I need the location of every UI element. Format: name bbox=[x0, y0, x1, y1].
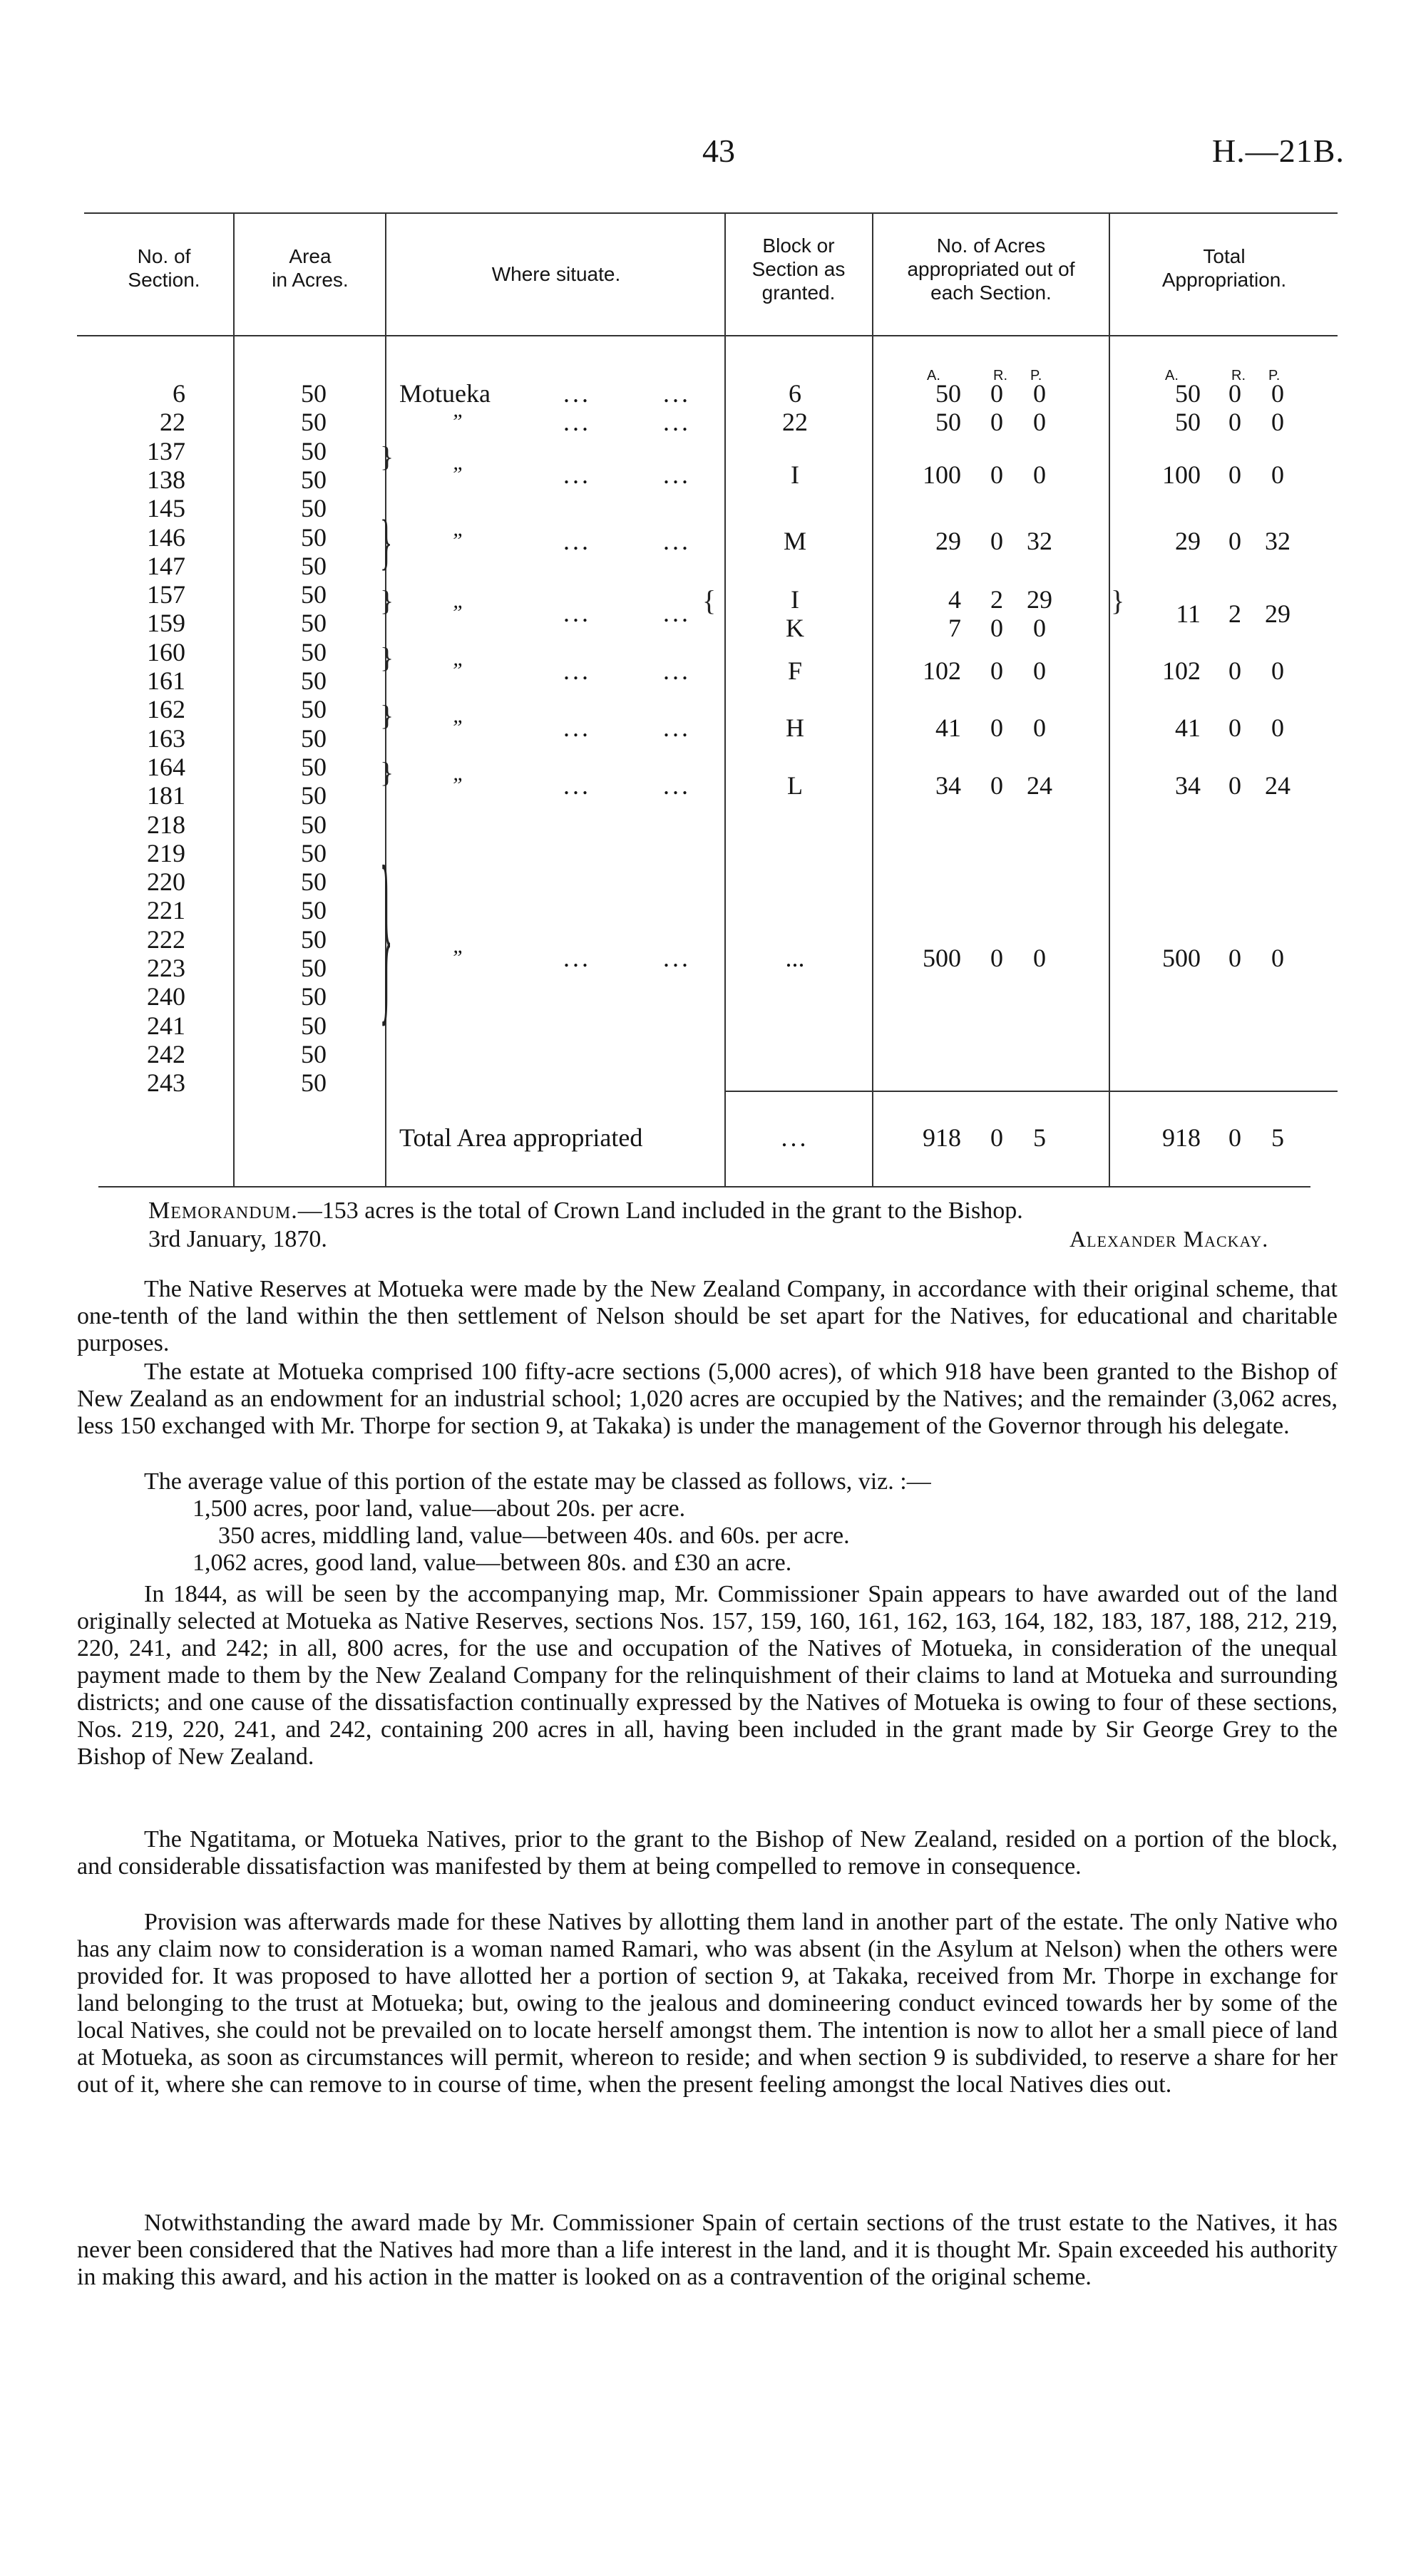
total-r: 0 bbox=[1228, 771, 1241, 800]
memorandum bbox=[148, 1197, 1023, 1225]
area-acres: 50 bbox=[301, 867, 327, 896]
memorandum-date: 3rd January, 1870. bbox=[148, 1226, 327, 1252]
table-top-rule bbox=[84, 212, 1338, 214]
leader-dots: ... bbox=[563, 460, 591, 489]
acres-p: 24 bbox=[1027, 771, 1052, 800]
total-p: 0 bbox=[1271, 656, 1284, 685]
ditto-mark: ” bbox=[451, 529, 463, 552]
memorandum-label: Memorandum. bbox=[148, 1197, 298, 1224]
area-acres: 50 bbox=[301, 580, 327, 609]
area-acres: 50 bbox=[301, 494, 327, 522]
unit-roods: R. bbox=[993, 368, 1007, 383]
memorandum-text: —153 acres is the total of Crown Land included in the grant to the Bishop. bbox=[297, 1197, 1023, 1224]
acres-r: 0 bbox=[990, 527, 1003, 555]
total-a: 41 bbox=[1175, 713, 1201, 742]
acres-r: 0 bbox=[990, 771, 1003, 800]
total-p: 24 bbox=[1265, 771, 1290, 800]
acres-p: 32 bbox=[1027, 527, 1052, 555]
area-acres: 50 bbox=[301, 1040, 327, 1068]
block-label: L bbox=[787, 771, 803, 800]
total-r: 0 bbox=[1228, 656, 1241, 685]
col-divider bbox=[233, 212, 235, 1186]
col-header-block: Block or Section as granted. bbox=[751, 235, 846, 304]
paragraph: The average value of this portion of the estate may be classed as follows, viz. :— bbox=[144, 1468, 931, 1495]
section-number: 147 bbox=[147, 552, 185, 580]
list-item: 1,062 acres, good land, value—between 80s. and £30 an acre. bbox=[193, 1550, 792, 1576]
total-r: 0 bbox=[1228, 713, 1241, 742]
leader-dots: ... bbox=[663, 944, 691, 972]
leader-dots: ... bbox=[563, 713, 591, 742]
area-acres: 50 bbox=[301, 437, 327, 465]
paragraph: In 1844, as will be seen by the accompanying map, Mr. Commissioner Spain appears to have awarded out of the land originally selected at Motueka as Native Reserves, sections Nos. 157, 159, 160, 161, 162, 163, 164, 182, 183, 187, 188, 212, 219, 220, 241, and 242; in all, 800 acres, for the use and occupation of the Natives of Motueka, in consideration of the unequal payment made to them by the New Zealand Company for the relinquishment of their claims to land at Motueka and surrounding districts; and one cause of the dissatisfaction continually expressed by the Natives of Motueka is owing to four of these sections, Nos. 219, 220, 241, and 242, containing 200 acres in all, having been included in the grant made by Sir George Grey to the Bishop of New Zealand. bbox=[77, 1581, 1338, 1770]
acres-p: 0 bbox=[1033, 460, 1046, 489]
total-p: 0 bbox=[1271, 408, 1284, 436]
area-acres: 50 bbox=[301, 552, 327, 580]
section-number: 160 bbox=[147, 638, 185, 666]
brace-icon: } bbox=[380, 441, 394, 473]
total-rule bbox=[724, 1091, 1338, 1092]
block-label: F bbox=[787, 656, 803, 685]
area-acres: 50 bbox=[301, 1011, 327, 1040]
area-acres: 50 bbox=[301, 1068, 327, 1097]
brace-icon: } bbox=[380, 699, 394, 731]
section-number: 137 bbox=[147, 437, 185, 465]
brace-icon: } bbox=[380, 584, 394, 617]
acres-r: 0 bbox=[990, 944, 1003, 972]
total-p: 0 bbox=[1271, 713, 1284, 742]
acres-a: 50 bbox=[935, 408, 961, 436]
leader-dots: ... bbox=[563, 944, 591, 972]
leader-dots: ... bbox=[563, 599, 591, 627]
memorandum-signature: Alexander Mackay. bbox=[1069, 1226, 1269, 1252]
block-label: M bbox=[783, 527, 806, 555]
col-divider bbox=[1109, 212, 1110, 1186]
acres-p: 0 bbox=[1033, 656, 1046, 685]
header-bottom-rule bbox=[77, 335, 1338, 336]
block-label: I bbox=[791, 585, 799, 614]
total-block: ... bbox=[781, 1123, 809, 1152]
col-header-area: Area in Acres. bbox=[272, 245, 349, 291]
area-acres: 50 bbox=[301, 695, 327, 723]
block-label: I bbox=[791, 460, 799, 489]
acres-p: 0 bbox=[1033, 379, 1046, 408]
area-acres: 50 bbox=[301, 982, 327, 1011]
block-label: 6 bbox=[789, 379, 801, 408]
block-label: K bbox=[786, 614, 804, 642]
block-label: H bbox=[786, 713, 804, 742]
total-a: 34 bbox=[1175, 771, 1201, 800]
total-total-p: 5 bbox=[1271, 1123, 1284, 1152]
total-total-a: 918 bbox=[1162, 1123, 1201, 1152]
block-label: ... bbox=[785, 944, 805, 972]
col-header-acres: No. of Acres appropriated out of each Section. bbox=[907, 235, 1075, 304]
block-label: 22 bbox=[782, 408, 808, 436]
leader-dots: ... bbox=[563, 771, 591, 800]
ditto-mark: ” bbox=[451, 463, 463, 486]
area-acres: 50 bbox=[301, 954, 327, 982]
section-number: 241 bbox=[147, 1011, 185, 1040]
brace-icon: } bbox=[380, 508, 393, 577]
place-name: Motueka bbox=[399, 379, 491, 408]
brace-icon: } bbox=[1111, 584, 1125, 617]
acres-a: 500 bbox=[923, 944, 961, 972]
total-a: 50 bbox=[1175, 379, 1201, 408]
area-acres: 50 bbox=[301, 925, 327, 954]
brace-icon: } bbox=[380, 642, 394, 674]
total-a: 50 bbox=[1175, 408, 1201, 436]
total-p: 29 bbox=[1265, 599, 1290, 628]
leader-dots: ... bbox=[563, 379, 591, 408]
leader-dots: ... bbox=[663, 771, 691, 800]
acres-p: 0 bbox=[1033, 408, 1046, 436]
total-a: 100 bbox=[1162, 460, 1201, 489]
section-number: 223 bbox=[147, 954, 185, 982]
paragraph: Notwithstanding the award made by Mr. Commissioner Spain of certain sections of the trust estate to the Natives, it has never been considered that the Natives had more than a life interest in the land, and it is thought Mr. Spain exceeded his authority in making this award, and his action in the matter is looked on as a contravention of the original scheme. bbox=[77, 2210, 1338, 2290]
area-acres: 50 bbox=[301, 896, 327, 924]
total-a: 29 bbox=[1175, 527, 1201, 555]
area-acres: 50 bbox=[301, 465, 327, 494]
total-p: 0 bbox=[1271, 379, 1284, 408]
leader-dots: ... bbox=[663, 527, 691, 555]
section-number: 181 bbox=[147, 781, 185, 810]
paragraph: Provision was afterwards made for these Natives by allotting them land in another part of the estate. The only Native who has any claim now to consideration is a woman named Ramari, who was absent (in the Asylum at Nelson) when the others were provided for. It was proposed to have allotted her a portion of section 9, at Takaka, received from Mr. Thorpe in exchange for land belonging to the trust at Motueka; but, owing to the jealous and domineering conduct evinced towards her by some of the local Natives, she could not be prevailed on to locate herself amongst them. The intention is now to allot her a small piece of land at Motueka, as soon as circumstances will permit, whereon to reside; and when section 9 is subdivided, to reserve a share for her out of it, where she can remove to in course of time, when the present feeling amongst the local Natives dies out. bbox=[77, 1909, 1338, 2098]
section-number: 157 bbox=[147, 580, 185, 609]
value-list bbox=[193, 1495, 850, 1577]
leader-dots: ... bbox=[563, 656, 591, 685]
paragraph: The Native Reserves at Motueka were made by the New Zealand Company, in accordance with their original scheme, that one-tenth of the land within the then settlement of Nelson should be set apart for the Natives, for educational and charitable purposes. bbox=[77, 1276, 1338, 1356]
acres-r: 0 bbox=[990, 614, 1003, 642]
area-acres: 50 bbox=[301, 810, 327, 839]
table-bottom-rule bbox=[98, 1186, 1310, 1187]
section-number: 159 bbox=[147, 609, 185, 637]
area-acres: 50 bbox=[301, 609, 327, 637]
leader-dots: ... bbox=[663, 656, 691, 685]
area-acres: 50 bbox=[301, 523, 327, 552]
area-acres: 50 bbox=[301, 781, 327, 810]
document-reference: H.—21B. bbox=[1212, 133, 1345, 169]
leader-dots: ... bbox=[563, 527, 591, 555]
section-number: 218 bbox=[147, 810, 185, 839]
ditto-mark: ” bbox=[451, 946, 463, 969]
unit-roods: R. bbox=[1231, 368, 1246, 383]
section-number: 221 bbox=[147, 896, 185, 924]
leader-dots: ... bbox=[663, 713, 691, 742]
unit-perches: P. bbox=[1030, 368, 1042, 383]
section-number: 222 bbox=[147, 925, 185, 954]
area-acres: 50 bbox=[301, 724, 327, 753]
acres-a: 29 bbox=[935, 527, 961, 555]
acres-a: 41 bbox=[935, 713, 961, 742]
section-number: 163 bbox=[147, 724, 185, 753]
acres-p: 0 bbox=[1033, 614, 1046, 642]
leader-dots: ... bbox=[663, 599, 691, 627]
acres-r: 2 bbox=[990, 585, 1003, 614]
col-header-section: No. of Section. bbox=[128, 245, 200, 291]
section-number: 22 bbox=[160, 408, 185, 436]
acres-a: 7 bbox=[948, 614, 961, 642]
total-total-r: 0 bbox=[1228, 1123, 1241, 1152]
section-number: 161 bbox=[147, 666, 185, 695]
unit-acres: A. bbox=[927, 368, 940, 383]
section-number: 164 bbox=[147, 753, 185, 781]
section-number: 240 bbox=[147, 982, 185, 1011]
page-number: 43 bbox=[702, 133, 735, 169]
acres-p: 0 bbox=[1033, 713, 1046, 742]
total-r: 0 bbox=[1228, 460, 1241, 489]
section-number: 242 bbox=[147, 1040, 185, 1068]
total-p: 0 bbox=[1271, 460, 1284, 489]
total-acres-p: 5 bbox=[1033, 1123, 1046, 1152]
section-number: 146 bbox=[147, 523, 185, 552]
total-r: 0 bbox=[1228, 527, 1241, 555]
total-p: 32 bbox=[1265, 527, 1290, 555]
area-acres: 50 bbox=[301, 666, 327, 695]
col-divider bbox=[724, 212, 726, 1186]
ditto-mark: ” bbox=[451, 410, 463, 433]
total-acres-a: 918 bbox=[923, 1123, 961, 1152]
acres-r: 0 bbox=[990, 379, 1003, 408]
total-label: Total Area appropriated bbox=[399, 1123, 643, 1152]
area-acres: 50 bbox=[301, 408, 327, 436]
area-acres: 50 bbox=[301, 839, 327, 867]
acres-r: 0 bbox=[990, 713, 1003, 742]
total-r: 0 bbox=[1228, 408, 1241, 436]
total-acres-r: 0 bbox=[990, 1123, 1003, 1152]
ditto-mark: ” bbox=[451, 601, 463, 624]
section-number: 6 bbox=[173, 379, 185, 408]
brace-icon: } bbox=[380, 756, 394, 788]
brace-icon: } bbox=[380, 826, 393, 1044]
section-number: 145 bbox=[147, 494, 185, 522]
total-a: 500 bbox=[1162, 944, 1201, 972]
acres-a: 4 bbox=[948, 585, 961, 614]
list-item: 1,500 acres, poor land, value—about 20s. per acre. bbox=[193, 1495, 686, 1522]
acres-r: 0 bbox=[990, 460, 1003, 489]
ditto-mark: ” bbox=[451, 659, 463, 682]
acres-r: 0 bbox=[990, 408, 1003, 436]
total-a: 11 bbox=[1176, 599, 1201, 628]
paragraph: The Ngatitama, or Motueka Natives, prior to the grant to the Bishop of New Zealand, resided on a portion of the block, and considerable dissatisfaction was manifested by them at being compelled to remove in consequence. bbox=[77, 1826, 1338, 1880]
leader-dots: ... bbox=[663, 460, 691, 489]
col-divider bbox=[872, 212, 873, 1186]
leader-dots: ... bbox=[663, 379, 691, 408]
unit-acres: A. bbox=[1165, 368, 1179, 383]
ditto-mark: ” bbox=[451, 716, 463, 739]
col-header-total: Total Appropriation. bbox=[1161, 245, 1287, 291]
area-acres: 50 bbox=[301, 379, 327, 408]
section-number: 138 bbox=[147, 465, 185, 494]
section-number: 162 bbox=[147, 695, 185, 723]
section-number: 220 bbox=[147, 867, 185, 896]
acres-p: 29 bbox=[1027, 585, 1052, 614]
paragraph: The estate at Motueka comprised 100 fifty-acre sections (5,000 acres), of which 918 have been granted to the Bishop of New Zealand as an endowment for an industrial school; 1,020 acres are occupied by the Natives; and the remainder (3,062 acres, less 150 exchanged with Mr. Thorpe for section 9, at Takaka) is under the management of the Governor through his delegate. bbox=[77, 1359, 1338, 1439]
section-number: 243 bbox=[147, 1068, 185, 1097]
total-r: 0 bbox=[1228, 944, 1241, 972]
area-acres: 50 bbox=[301, 638, 327, 666]
leader-dots: ... bbox=[663, 408, 691, 436]
acres-a: 102 bbox=[923, 656, 961, 685]
total-r: 0 bbox=[1228, 379, 1241, 408]
acres-r: 0 bbox=[990, 656, 1003, 685]
leader-dots: ... bbox=[563, 408, 591, 436]
acres-a: 100 bbox=[923, 460, 961, 489]
col-header-where: Where situate. bbox=[491, 263, 621, 285]
area-acres: 50 bbox=[301, 753, 327, 781]
unit-perches: P. bbox=[1268, 368, 1281, 383]
total-r: 2 bbox=[1228, 599, 1241, 628]
acres-a: 50 bbox=[935, 379, 961, 408]
section-number: 219 bbox=[147, 839, 185, 867]
list-item: 350 acres, middling land, value—between 40s. and 60s. per acre. bbox=[218, 1523, 850, 1549]
acres-p: 0 bbox=[1033, 944, 1046, 972]
acres-a: 34 bbox=[935, 771, 961, 800]
total-p: 0 bbox=[1271, 944, 1284, 972]
brace-icon: { bbox=[702, 584, 717, 617]
ditto-mark: ” bbox=[451, 773, 463, 797]
total-a: 102 bbox=[1162, 656, 1201, 685]
